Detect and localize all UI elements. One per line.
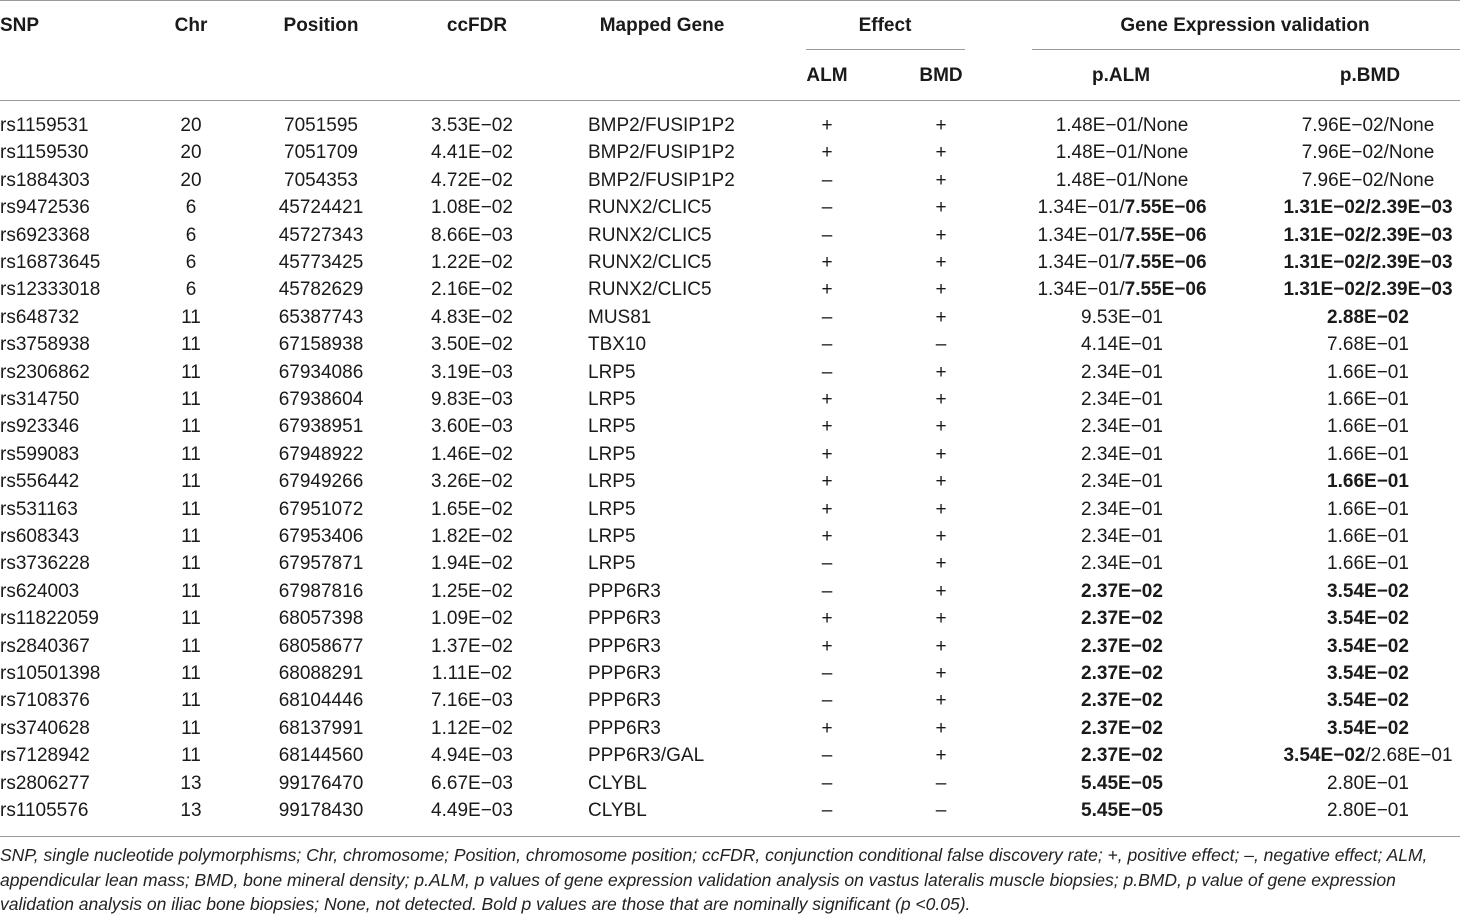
cell-effect-alm: – xyxy=(821,553,833,575)
cell-p-alm: 1.34E−01/7.55E−06 xyxy=(1037,224,1207,246)
cell-chr: 11 xyxy=(181,745,201,767)
cell-p-alm: 2.34E−01 xyxy=(1081,389,1163,410)
cell-p-alm: 2.37E−02 xyxy=(1081,608,1163,630)
cell-effect-bmd: + xyxy=(935,553,947,575)
validation-group-rule xyxy=(1032,49,1460,50)
header-effect: Effect xyxy=(858,15,912,36)
header-snp: SNP xyxy=(0,15,40,36)
cell-position: 68104446 xyxy=(278,690,364,712)
cell-position: 67957871 xyxy=(278,553,364,575)
cell-effect-alm: – xyxy=(821,690,833,712)
cell-snp: rs3758938 xyxy=(0,334,90,356)
cell-effect-alm: + xyxy=(821,279,833,301)
cell-snp: rs3740628 xyxy=(0,717,90,739)
header-ccfdr: ccFDR xyxy=(446,15,508,36)
cell-snp: rs6923368 xyxy=(0,224,90,246)
top-rule xyxy=(0,0,1460,1)
cell-snp: rs556442 xyxy=(0,471,80,493)
cell-effect-bmd: + xyxy=(935,745,947,767)
cell-chr: 11 xyxy=(181,416,201,438)
cell-chr: 11 xyxy=(181,663,201,684)
cell-snp: rs531163 xyxy=(0,498,78,520)
cell-ccfdr: 3.50E−02 xyxy=(431,334,513,356)
cell-p-alm: 2.37E−02 xyxy=(1081,635,1163,657)
cell-p-bmd: 1.66E−01 xyxy=(1327,416,1409,438)
cell-p-bmd: 1.31E−02/2.39E−03 xyxy=(1283,197,1453,219)
cell-position: 67948922 xyxy=(278,443,364,465)
cell-mapped-gene: LRP5 xyxy=(588,471,636,493)
cell-ccfdr: 1.82E−02 xyxy=(431,526,513,547)
cell-position: 45773425 xyxy=(278,252,364,273)
cell-ccfdr: 4.49E−03 xyxy=(431,800,513,821)
cell-p-alm: 1.34E−01/7.55E−06 xyxy=(1037,279,1207,301)
cell-ccfdr: 4.41E−02 xyxy=(431,142,513,164)
cell-p-alm: 4.14E−01 xyxy=(1081,334,1163,356)
cell-effect-bmd: + xyxy=(935,224,947,246)
header-chr: Chr xyxy=(174,15,208,36)
cell-p-bmd: 7.68E−01 xyxy=(1327,334,1409,356)
cell-p-alm: 1.34E−01/7.55E−06 xyxy=(1037,252,1207,273)
cell-ccfdr: 2.16E−02 xyxy=(431,279,513,301)
cell-snp: rs1159531 xyxy=(0,115,89,136)
cell-p-alm: 9.53E−01 xyxy=(1081,306,1163,328)
cell-snp: rs2840367 xyxy=(0,635,90,657)
cell-ccfdr: 1.65E−02 xyxy=(431,498,513,520)
cell-mapped-gene: LRP5 xyxy=(588,526,636,547)
cell-p-bmd: 2.80E−01 xyxy=(1327,772,1409,794)
cell-chr: 6 xyxy=(185,197,197,219)
cell-p-bmd: 3.54E−02 xyxy=(1327,690,1409,712)
cell-ccfdr: 8.66E−03 xyxy=(431,224,513,246)
effect-group-rule xyxy=(806,49,965,50)
cell-p-alm: 2.37E−02 xyxy=(1081,745,1163,767)
cell-snp: rs599083 xyxy=(0,443,80,465)
cell-effect-bmd: + xyxy=(935,717,947,739)
cell-effect-alm: – xyxy=(821,800,833,821)
cell-chr: 11 xyxy=(181,690,201,712)
cell-position: 67951072 xyxy=(278,498,364,520)
cell-ccfdr: 9.83E−03 xyxy=(431,389,513,410)
cell-chr: 11 xyxy=(181,717,201,739)
cell-position: 67987816 xyxy=(278,580,364,602)
cell-p-bmd: 1.66E−01 xyxy=(1327,361,1409,383)
cell-mapped-gene: CLYBL xyxy=(588,800,647,821)
cell-mapped-gene: CLYBL xyxy=(588,772,647,794)
cell-ccfdr: 1.25E−02 xyxy=(431,580,513,602)
cell-effect-bmd: + xyxy=(935,389,947,410)
cell-p-alm: 2.37E−02 xyxy=(1081,690,1163,712)
cell-chr: 11 xyxy=(181,608,201,630)
cell-p-bmd: 3.54E−02 xyxy=(1327,717,1409,739)
cell-mapped-gene: LRP5 xyxy=(588,361,636,383)
cell-mapped-gene: LRP5 xyxy=(588,443,636,465)
cell-effect-alm: + xyxy=(821,389,833,410)
cell-effect-alm: + xyxy=(821,526,833,547)
cell-chr: 20 xyxy=(180,169,202,191)
cell-effect-alm: + xyxy=(821,717,833,739)
cell-effect-bmd: – xyxy=(935,772,947,794)
cell-effect-alm: – xyxy=(821,663,833,684)
cell-p-bmd: 2.88E−02 xyxy=(1327,306,1409,328)
cell-effect-alm: – xyxy=(821,197,833,219)
cell-p-bmd: 1.31E−02/2.39E−03 xyxy=(1283,252,1453,273)
cell-effect-bmd: + xyxy=(935,115,947,136)
cell-effect-alm: + xyxy=(821,252,833,273)
cell-ccfdr: 1.46E−02 xyxy=(431,443,513,465)
cell-mapped-gene: BMP2/FUSIP1P2 xyxy=(588,142,735,164)
cell-chr: 11 xyxy=(181,580,201,602)
cell-effect-bmd: + xyxy=(935,635,947,657)
cell-snp: rs7128942 xyxy=(0,745,90,767)
cell-effect-alm: + xyxy=(821,142,833,164)
cell-effect-bmd: + xyxy=(935,169,947,191)
cell-mapped-gene: PPP6R3/GAL xyxy=(588,745,705,767)
cell-position: 68088291 xyxy=(278,663,364,684)
cell-effect-bmd: + xyxy=(935,142,947,164)
cell-chr: 20 xyxy=(180,115,202,136)
cell-chr: 11 xyxy=(181,389,201,410)
cell-effect-alm: + xyxy=(821,443,833,465)
cell-ccfdr: 4.83E−02 xyxy=(431,306,513,328)
cell-mapped-gene: LRP5 xyxy=(588,553,636,575)
cell-p-alm: 2.34E−01 xyxy=(1081,416,1163,438)
header-effect-bmd: BMD xyxy=(919,65,963,86)
cell-effect-bmd: + xyxy=(935,361,947,383)
cell-p-bmd: 1.66E−01 xyxy=(1327,471,1409,493)
cell-mapped-gene: LRP5 xyxy=(588,389,636,410)
table-bottom-rule xyxy=(0,836,1460,837)
cell-effect-alm: – xyxy=(821,306,833,328)
cell-p-alm: 2.34E−01 xyxy=(1081,526,1163,547)
cell-p-alm: 1.48E−01/None xyxy=(1055,115,1189,136)
cell-p-alm: 2.34E−01 xyxy=(1081,443,1163,465)
cell-snp: rs3736228 xyxy=(0,553,90,575)
cell-effect-alm: – xyxy=(821,334,833,356)
cell-snp: rs11822059 xyxy=(0,608,99,630)
cell-chr: 20 xyxy=(180,142,202,164)
cell-mapped-gene: RUNX2/CLIC5 xyxy=(588,224,712,246)
header-mapped-gene: Mapped Gene xyxy=(599,15,725,36)
cell-position: 67938604 xyxy=(278,389,364,410)
cell-snp: rs923346 xyxy=(0,416,80,438)
cell-ccfdr: 1.37E−02 xyxy=(431,635,513,657)
cell-p-bmd: 2.80E−01 xyxy=(1327,800,1409,821)
cell-position: 7051709 xyxy=(284,142,358,164)
cell-snp: rs7108376 xyxy=(0,690,90,712)
cell-effect-alm: + xyxy=(821,416,833,438)
cell-p-alm: 2.34E−01 xyxy=(1081,553,1163,575)
cell-position: 67938951 xyxy=(278,416,364,438)
cell-position: 7051595 xyxy=(284,115,358,136)
cell-ccfdr: 3.26E−02 xyxy=(431,471,513,493)
cell-p-bmd: 3.54E−02 xyxy=(1327,608,1409,630)
cell-chr: 6 xyxy=(185,224,197,246)
cell-ccfdr: 1.12E−02 xyxy=(431,717,513,739)
cell-position: 67158938 xyxy=(278,334,364,356)
cell-effect-bmd: + xyxy=(935,663,947,684)
cell-effect-bmd: + xyxy=(935,443,947,465)
cell-effect-alm: – xyxy=(821,169,833,191)
cell-position: 67949266 xyxy=(278,471,364,493)
cell-position: 68057398 xyxy=(278,608,364,630)
cell-chr: 11 xyxy=(181,361,201,383)
cell-p-bmd: 1.66E−01 xyxy=(1327,526,1409,547)
cell-effect-bmd: + xyxy=(935,197,947,219)
cell-p-alm: 2.34E−01 xyxy=(1081,471,1163,493)
header-gene-expression-validation: Gene Expression validation xyxy=(1120,15,1370,36)
cell-snp: rs9472536 xyxy=(0,197,90,219)
cell-effect-bmd: – xyxy=(935,800,947,821)
cell-position: 67953406 xyxy=(278,526,364,547)
cell-mapped-gene: RUNX2/CLIC5 xyxy=(588,197,712,219)
cell-mapped-gene: RUNX2/CLIC5 xyxy=(588,279,712,301)
cell-ccfdr: 1.08E−02 xyxy=(431,197,513,219)
cell-p-bmd: 1.66E−01 xyxy=(1327,443,1409,465)
cell-snp: rs12333018 xyxy=(0,279,101,301)
cell-effect-alm: + xyxy=(821,115,833,136)
cell-mapped-gene: LRP5 xyxy=(588,416,636,438)
cell-effect-bmd: + xyxy=(935,416,947,438)
cell-ccfdr: 7.16E−03 xyxy=(431,690,513,712)
cell-mapped-gene: PPP6R3 xyxy=(588,635,661,657)
cell-p-alm: 2.37E−02 xyxy=(1081,580,1163,602)
cell-p-alm: 2.34E−01 xyxy=(1081,498,1163,520)
cell-mapped-gene: TBX10 xyxy=(588,334,647,356)
cell-effect-alm: + xyxy=(821,471,833,493)
cell-effect-bmd: + xyxy=(935,306,947,328)
cell-position: 7054353 xyxy=(284,169,358,191)
cell-snp: rs648732 xyxy=(0,306,80,328)
cell-ccfdr: 6.67E−03 xyxy=(431,772,513,794)
cell-p-bmd: 1.66E−01 xyxy=(1327,498,1409,520)
cell-position: 45727343 xyxy=(278,224,364,246)
cell-ccfdr: 1.11E−02 xyxy=(431,663,513,684)
cell-ccfdr: 4.72E−02 xyxy=(431,169,513,191)
cell-chr: 11 xyxy=(181,306,201,328)
cell-effect-bmd: + xyxy=(935,690,947,712)
cell-mapped-gene: BMP2/FUSIP1P2 xyxy=(588,169,735,191)
table-footnote: SNP, single nucleotide polymorphisms; Chr, chromosome; Position, chromosome position; ccFDR, conjunction conditional false discovery rate; +, positive effect; –, negative effect; ALM, appendicular lean mass; BMD, bone mineral density; p.ALM, p values of gene expression validation analysis on vastus lateralis muscle biopsies; p.BMD, p value of gene expression validation analysis on iliac bone biopsies; None, not detected. Bold p values are those that are nominally significant (p <0.05). xyxy=(0,845,1428,914)
cell-effect-alm: – xyxy=(821,772,833,794)
cell-p-bmd: 3.54E−02 xyxy=(1327,580,1409,602)
cell-chr: 11 xyxy=(181,553,201,575)
cell-mapped-gene: PPP6R3 xyxy=(588,580,661,602)
cell-mapped-gene: PPP6R3 xyxy=(588,663,661,684)
cell-chr: 6 xyxy=(185,279,197,301)
cell-position: 45724421 xyxy=(278,197,364,219)
header-p-alm: p.ALM xyxy=(1091,65,1151,86)
cell-ccfdr: 1.22E−02 xyxy=(431,252,513,273)
cell-p-alm: 1.48E−01/None xyxy=(1055,142,1189,164)
cell-snp: rs314750 xyxy=(0,389,80,410)
cell-snp: rs10501398 xyxy=(0,663,101,684)
cell-effect-alm: + xyxy=(821,608,833,630)
cell-p-bmd: 3.54E−02 xyxy=(1327,663,1409,684)
cell-position: 68144560 xyxy=(278,745,364,767)
cell-snp: rs608343 xyxy=(0,526,80,547)
cell-effect-alm: + xyxy=(821,498,833,520)
cell-effect-bmd: + xyxy=(935,498,947,520)
cell-position: 68137991 xyxy=(278,717,364,739)
cell-chr: 11 xyxy=(181,471,201,493)
cell-p-alm: 1.34E−01/7.55E−06 xyxy=(1037,197,1207,219)
cell-mapped-gene: LRP5 xyxy=(588,498,636,520)
cell-ccfdr: 1.09E−02 xyxy=(431,608,513,630)
cell-chr: 11 xyxy=(181,526,201,547)
cell-p-bmd: 7.96E−02/None xyxy=(1301,169,1435,191)
cell-p-alm: 2.37E−02 xyxy=(1081,663,1163,684)
cell-snp: rs2806277 xyxy=(0,772,90,794)
cell-chr: 13 xyxy=(180,800,202,821)
cell-position: 65387743 xyxy=(278,306,364,328)
cell-effect-bmd: + xyxy=(935,279,947,301)
cell-p-bmd: 1.66E−01 xyxy=(1327,389,1409,410)
cell-chr: 13 xyxy=(180,772,202,794)
cell-mapped-gene: MUS81 xyxy=(588,306,652,328)
cell-ccfdr: 4.94E−03 xyxy=(431,745,513,767)
cell-effect-bmd: + xyxy=(935,252,947,273)
header-p-bmd: p.BMD xyxy=(1339,65,1401,86)
cell-mapped-gene: BMP2/FUSIP1P2 xyxy=(588,115,735,136)
cell-p-bmd: 1.31E−02/2.39E−03 xyxy=(1283,279,1453,301)
cell-p-bmd: 7.96E−02/None xyxy=(1301,142,1435,164)
cell-effect-alm: + xyxy=(821,635,833,657)
cell-position: 68058677 xyxy=(278,635,364,657)
cell-effect-bmd: + xyxy=(935,471,947,493)
header-effect-alm: ALM xyxy=(806,65,848,86)
cell-mapped-gene: RUNX2/CLIC5 xyxy=(588,252,712,273)
cell-effect-bmd: + xyxy=(935,526,947,547)
cell-p-alm: 2.34E−01 xyxy=(1081,361,1163,383)
cell-ccfdr: 1.94E−02 xyxy=(431,553,513,575)
cell-chr: 11 xyxy=(181,443,201,465)
header-position: Position xyxy=(283,15,359,36)
cell-snp: rs624003 xyxy=(0,580,80,602)
cell-mapped-gene: PPP6R3 xyxy=(588,608,661,630)
cell-p-alm: 1.48E−01/None xyxy=(1055,169,1189,191)
cell-p-bmd: 7.96E−02/None xyxy=(1301,115,1435,136)
cell-p-alm: 5.45E−05 xyxy=(1081,800,1163,821)
header-bottom-rule xyxy=(0,100,1460,101)
cell-chr: 11 xyxy=(181,498,201,520)
cell-p-bmd: 3.54E−02/2.68E−01 xyxy=(1283,745,1453,767)
cell-position: 99178430 xyxy=(278,800,364,821)
cell-chr: 11 xyxy=(181,635,201,657)
cell-ccfdr: 3.53E−02 xyxy=(431,115,513,136)
cell-ccfdr: 3.19E−03 xyxy=(431,361,513,383)
cell-p-alm: 2.37E−02 xyxy=(1081,717,1163,739)
cell-effect-alm: – xyxy=(821,361,833,383)
cell-snp: rs1105576 xyxy=(0,800,89,821)
cell-effect-bmd: + xyxy=(935,580,947,602)
cell-mapped-gene: PPP6R3 xyxy=(588,717,661,739)
cell-position: 99176470 xyxy=(278,772,364,794)
cell-mapped-gene: PPP6R3 xyxy=(588,690,661,712)
cell-snp: rs1159530 xyxy=(0,142,89,164)
cell-effect-bmd: + xyxy=(935,608,947,630)
cell-effect-alm: – xyxy=(821,745,833,767)
cell-chr: 11 xyxy=(181,334,201,356)
cell-effect-alm: – xyxy=(821,580,833,602)
cell-p-bmd: 3.54E−02 xyxy=(1327,635,1409,657)
cell-p-alm: 5.45E−05 xyxy=(1081,772,1163,794)
cell-position: 67934086 xyxy=(278,361,364,383)
cell-ccfdr: 3.60E−03 xyxy=(431,416,513,438)
cell-snp: rs16873645 xyxy=(0,252,101,273)
cell-snp: rs2306862 xyxy=(0,361,90,383)
cell-effect-bmd: – xyxy=(935,334,947,356)
cell-effect-alm: – xyxy=(821,224,833,246)
cell-snp: rs1884303 xyxy=(0,169,90,191)
cell-chr: 6 xyxy=(185,252,197,273)
cell-p-bmd: 1.66E−01 xyxy=(1327,553,1409,575)
cell-position: 45782629 xyxy=(278,279,364,301)
cell-p-bmd: 1.31E−02/2.39E−03 xyxy=(1283,224,1453,246)
